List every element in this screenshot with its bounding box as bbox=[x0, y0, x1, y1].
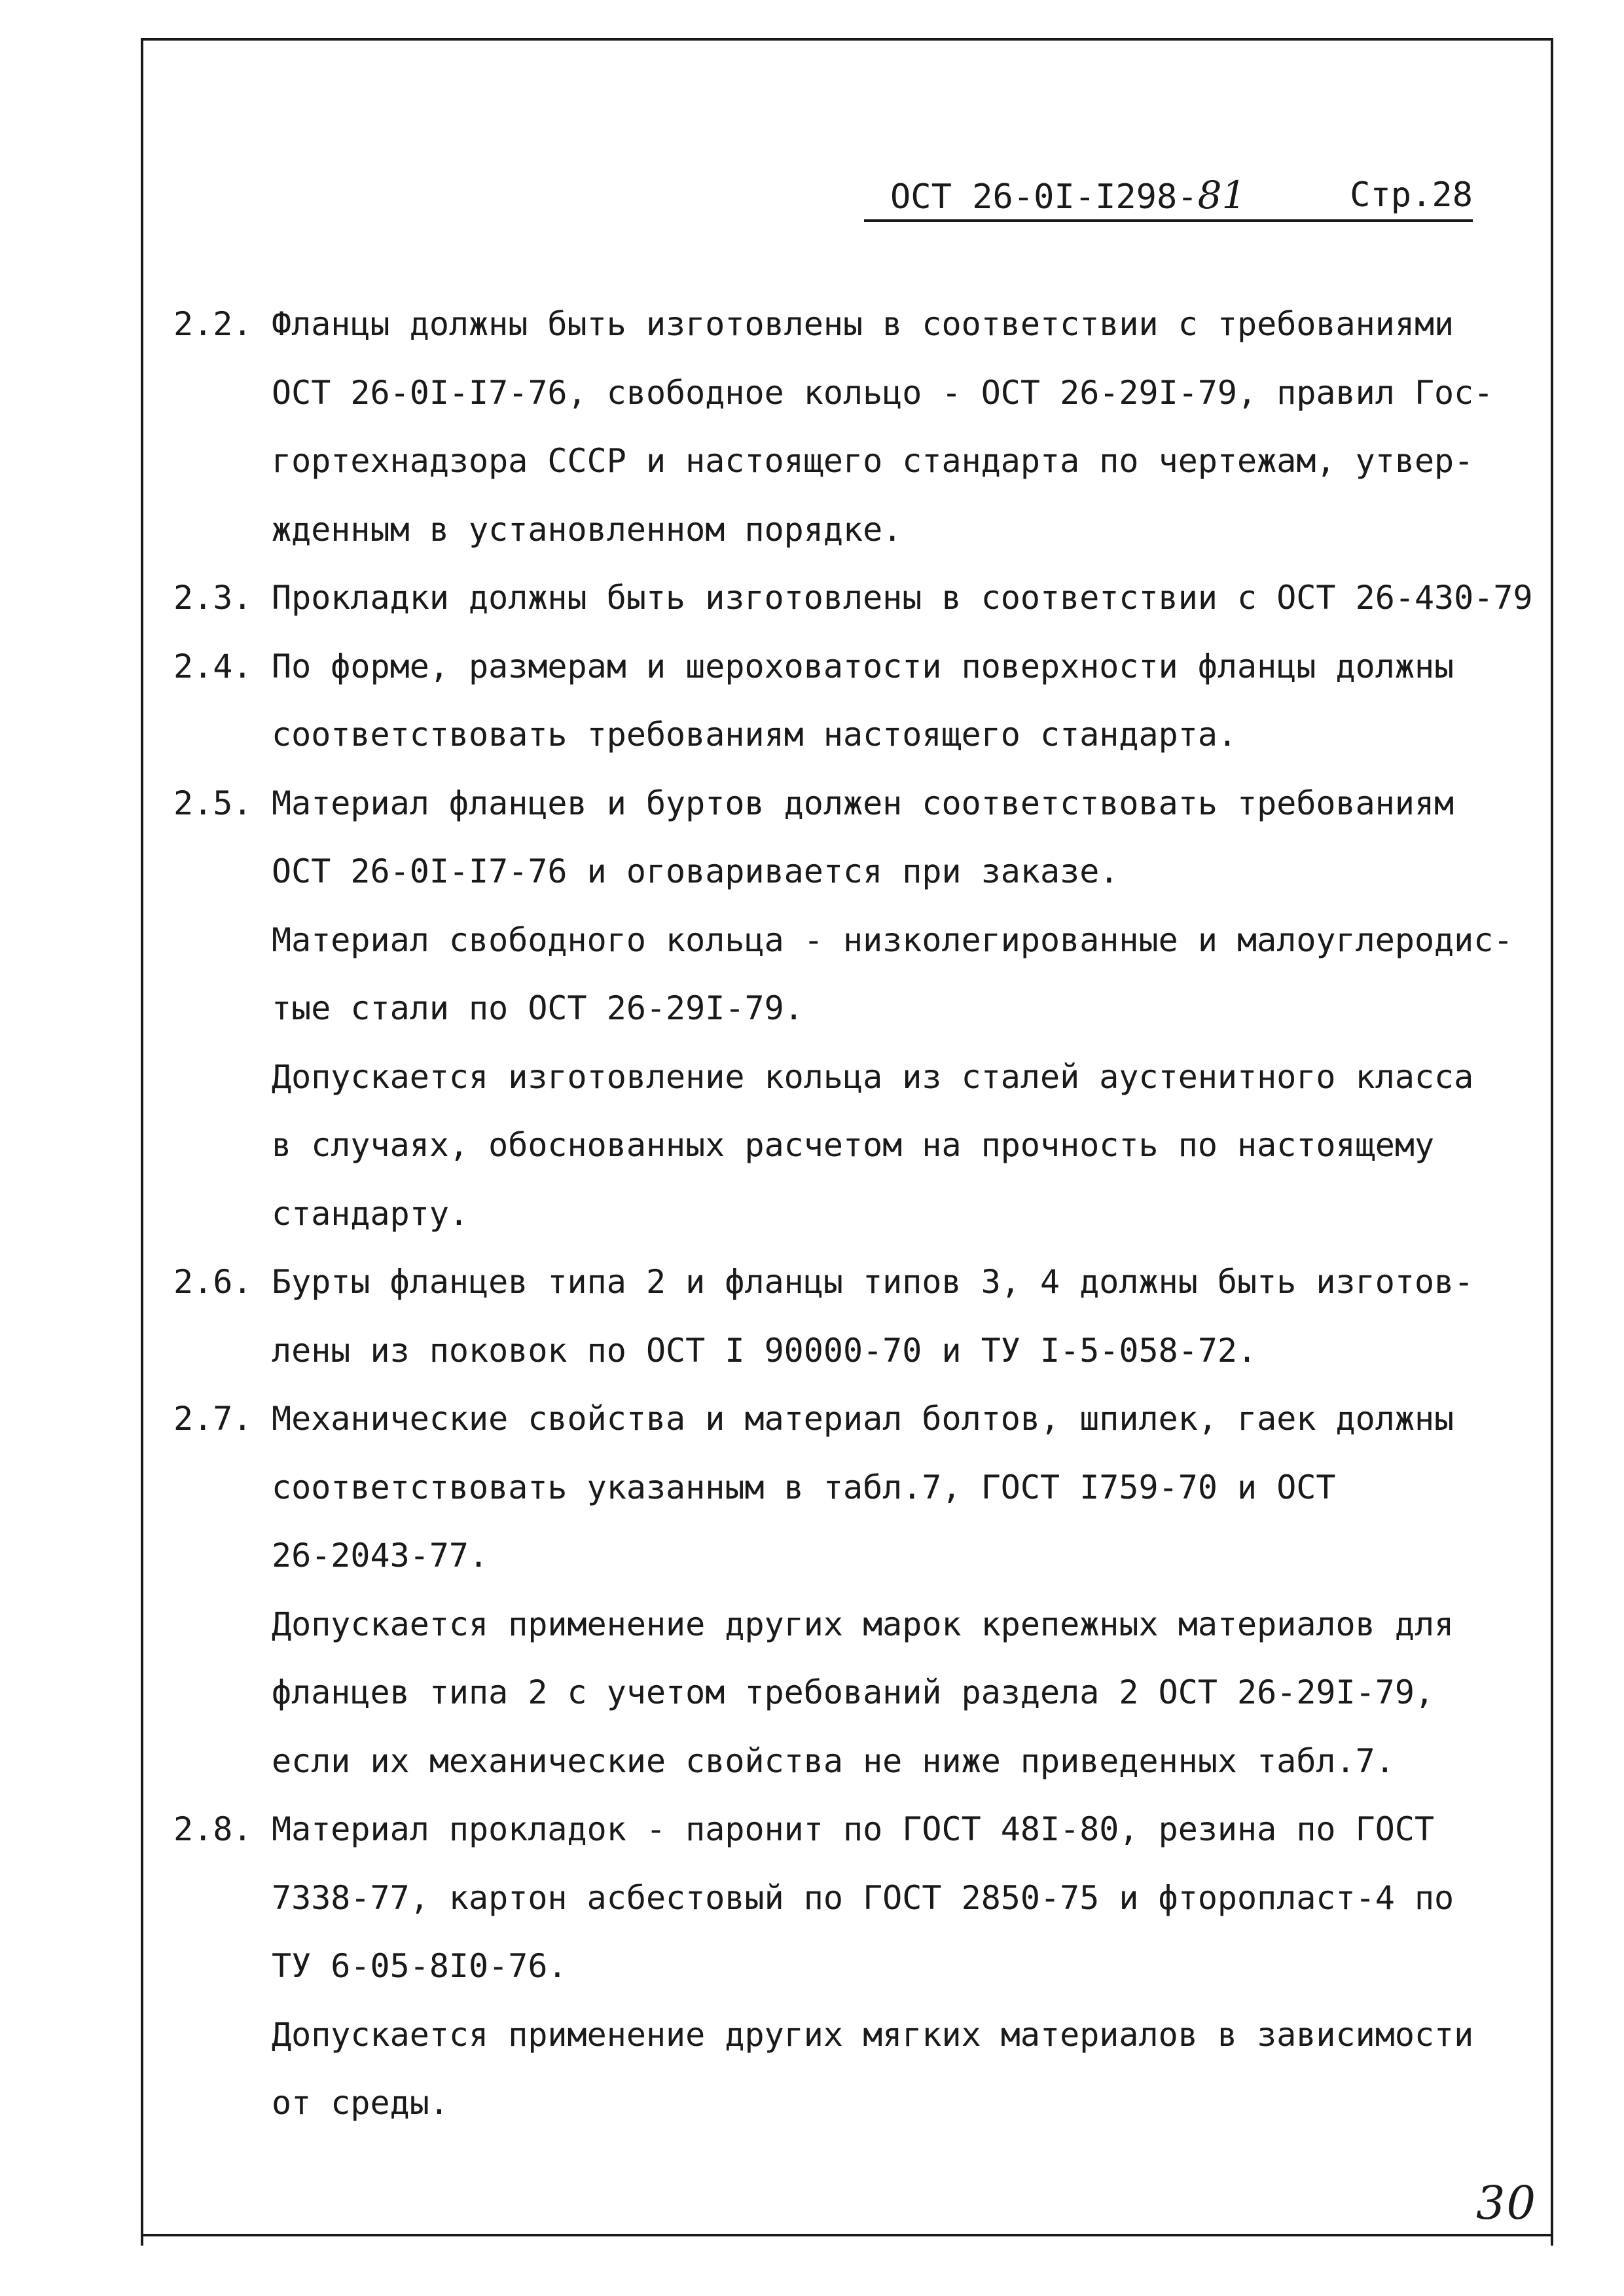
clause-line: тые стали по ОСТ 26-29I-79. bbox=[272, 989, 804, 1027]
clause-line: гортехнадзора СССР и настоящего стандарта по чертежам, утвер- bbox=[272, 442, 1474, 480]
clause-line: стандарту. bbox=[272, 1194, 469, 1233]
clause-2-3 bbox=[173, 572, 1548, 640]
bottom-rule bbox=[141, 2234, 1553, 2236]
clause-2-8 bbox=[173, 1803, 1548, 2145]
page-reference: Стр.28 bbox=[1350, 175, 1473, 215]
document-year: 81 bbox=[1197, 173, 1246, 217]
clause-line: ОСТ 26-0I-I7-76, свободное кольцо - ОСТ 26-29I-79, правил Гос- bbox=[272, 373, 1494, 412]
clause-line: 7338-77, картон асбестовый по ГОСТ 2850-75 и фторопласт-4 по bbox=[272, 1878, 1454, 1917]
page-header bbox=[864, 167, 1473, 222]
clause-line: ОСТ 26-0I-I7-76 и оговаривается при заказе. bbox=[272, 852, 1119, 890]
clause-line: 2.8. Материал прокладок - паронит по ГОСТ 48I-80, резина по ГОСТ bbox=[173, 1803, 1548, 1872]
clause-line: жденным в установленном порядке. bbox=[272, 510, 903, 549]
clause-number: 2.6. bbox=[173, 1263, 253, 1301]
clause-line: Допускается изготовление кольца из сталей аустенитного класса bbox=[272, 1057, 1474, 1096]
clause-2-4 bbox=[173, 640, 1548, 777]
clause-line: 2.5. Материал фланцев и буртов должен соответствовать требованиям bbox=[173, 777, 1548, 846]
clause-number: 2.5. bbox=[173, 784, 253, 822]
clause-line: соответствовать требованиям настоящего стандарта. bbox=[272, 716, 1238, 754]
clause-line: от среды. bbox=[272, 2084, 449, 2122]
clause-number: 2.7. bbox=[173, 1400, 253, 1438]
document-body bbox=[173, 298, 1548, 2145]
clause-2-2 bbox=[173, 298, 1548, 572]
clause-line: 2.2. Фланцы должны быть изготовлены в соответствии с требованиями bbox=[173, 298, 1548, 367]
clause-number: 2.3. bbox=[173, 579, 253, 617]
clause-line: 2.6. Бурты фланцев типа 2 и фланцы типов 3, 4 должны быть изготов- bbox=[173, 1256, 1548, 1324]
clause-2-7 bbox=[173, 1393, 1548, 1803]
clause-line: 2.4. По форме, размерам и шероховатости поверхности фланцы должны bbox=[173, 640, 1548, 709]
clause-line: если их механические свойства не ниже приведенных табл.7. bbox=[272, 1741, 1395, 1780]
clause-line: Допускается применение других мягких материалов в зависимости bbox=[272, 2015, 1474, 2054]
clause-2-5 bbox=[173, 777, 1548, 1256]
clause-line: Допускается применение других марок крепежных материалов для bbox=[272, 1605, 1454, 1643]
sheet-number: 30 bbox=[1476, 2176, 1538, 2230]
clause-line: соответствовать указанным в табл.7, ГОСТ I759-70 и ОСТ bbox=[272, 1468, 1336, 1506]
clause-line: ТУ 6-05-8I0-76. bbox=[272, 1947, 568, 1985]
clause-line: Материал свободного кольца - низколегированные и малоуглеродис- bbox=[272, 920, 1513, 959]
document-code: ОСТ 26-0I-I298-81 bbox=[890, 173, 1246, 217]
clause-line: фланцев типа 2 с учетом требований раздела 2 ОСТ 26-29I-79, bbox=[272, 1673, 1435, 1711]
clause-line: в случаях, обоснованных расчетом на прочность по настоящему bbox=[272, 1126, 1435, 1164]
clause-2-6 bbox=[173, 1256, 1548, 1393]
clause-line: 2.7. Механические свойства и материал болтов, шпилек, гаек должны bbox=[173, 1393, 1548, 1461]
clause-line: 2.3. Прокладки должны быть изготовлены в соответствии с ОСТ 26-430-79 bbox=[173, 572, 1548, 640]
clause-number: 2.4. bbox=[173, 647, 253, 685]
clause-line: 26-2043-77. bbox=[272, 1537, 489, 1575]
clause-line: лены из поковок по ОСТ I 90000-70 и ТУ I-5-058-72. bbox=[272, 1331, 1257, 1370]
clause-number: 2.2. bbox=[173, 305, 253, 343]
clause-number: 2.8. bbox=[173, 1810, 253, 1848]
